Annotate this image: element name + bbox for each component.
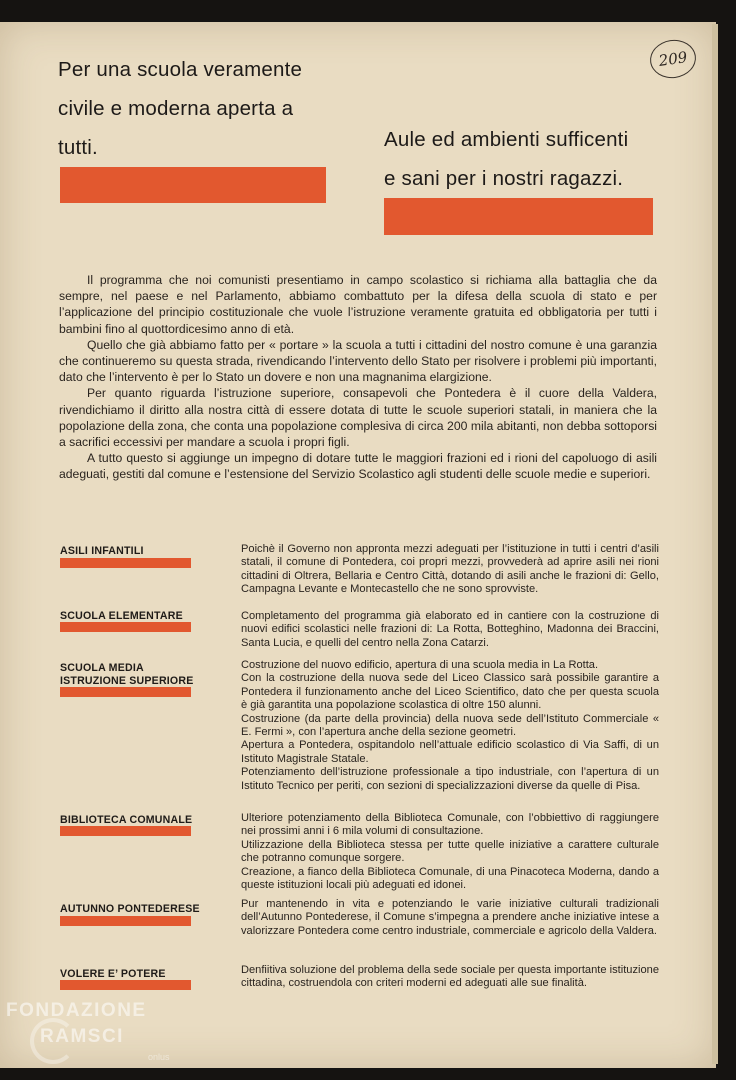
section-paragraph: Utilizzazione della Biblioteca stessa per tutte quelle iniziative a carattere culturale che potranno comunque sorgere. <box>241 838 659 865</box>
section-title-line: AUTUNNO PONTEDERESE <box>60 903 200 915</box>
section-accent-bar <box>60 826 191 836</box>
intro-paragraph: Quello che già abbiamo fatto per « portare » la scuola a tutti i cittadini del nostro comune è una garanzia che continueremo su questa strada, rivendicando l’intervento dello Stato per risolvere i problemi più importanti, dato che l’intervento è per lo Stato un dovere e non una magnanima elargizione. <box>59 337 657 385</box>
fondazione-gramsci-watermark <box>6 1000 206 1070</box>
section-accent-bar <box>60 687 191 697</box>
heading-left-line: Per una scuola veramente <box>58 58 303 81</box>
section-title-line: ISTRUZIONE SUPERIORE <box>60 675 194 687</box>
section-paragraph: Denfiitiva soluzione del problema della sede sociale per questa importante istituzione cittadina, costruendola con criteri moderni ed adeguati alle sue finalità. <box>241 964 659 990</box>
section-text-volere <box>241 964 659 991</box>
section-title-line: ASILI INFANTILI <box>60 545 144 557</box>
section-paragraph: Completamento del programma già elaborato ed in cantiere con la costruzione di nuovi edifici scolastici nelle frazioni di: La Rotta, Botteghino, Madonna dei Braccini, Santa Lucia, e quelli del centro nella Zona Catarzi. <box>241 610 659 649</box>
heading-left-line: civile e moderna aperta a <box>58 97 294 120</box>
section-title-line: SCUOLA ELEMENTARE <box>60 610 183 622</box>
section-text-elementare <box>241 610 659 650</box>
section-accent-bar <box>60 916 191 926</box>
section-title-autunno <box>60 903 200 916</box>
heading-right-line: Aule ed ambienti sufficenti <box>384 128 629 151</box>
heading-left <box>58 50 348 167</box>
heading-left-accent-bar <box>60 167 326 203</box>
watermark-onlus: onlus <box>148 1052 170 1062</box>
intro-paragraph: Il programma che noi comunisti presentiamo in campo scolastico si richiama alla battaglia che da sempre, nel paese e nel Parlamento, abbiamo combattuto per la difesa della scuola di stato e per l’applicazione del principio costituzionale che vuole l’istruzione veramente gratuita ed obbligatoria per tutti i bambini fino al quottordicesimo anno di età. <box>59 273 657 336</box>
section-paragraph: Con la costruzione della nuova sede del Liceo Classico sarà possibile garantire a Pontedera il funzionamento anche del Liceo Scientifico, dato che per questa scuola è già garantita una popolazione scolastica di oltre 150 alunni. <box>241 672 659 712</box>
section-text-asili <box>241 543 659 597</box>
section-paragraph: Potenziamento dell’istruzione professionale a tipo industriale, con l’apertura di un Istituto Tecnico per periti, con sezioni di specializzazioni diverse da quelle di Pisa. <box>241 766 659 792</box>
watermark-line1: FONDAZIONE <box>6 1000 147 1021</box>
section-title-media <box>60 662 194 688</box>
watermark-line2: RAMSCI <box>40 1026 124 1047</box>
section-text-autunno <box>241 898 659 938</box>
section-text-media <box>241 659 659 793</box>
section-accent-bar <box>60 558 191 568</box>
section-paragraph: Ulteriore potenziamento della Biblioteca Comunale, con l’obbiettivo di raggiungere nei prossimi anni i 6 mila volumi di consultazione. <box>241 812 659 838</box>
section-accent-bar <box>60 622 191 632</box>
section-paragraph: Costruzione del nuovo edificio, apertura di una scuola media in La Rotta. <box>241 659 599 671</box>
heading-right-accent-bar <box>384 198 653 235</box>
heading-right <box>384 120 684 198</box>
page-number-stamp: 209 <box>648 37 699 81</box>
section-title-line: VOLERE E’ POTERE <box>60 968 166 980</box>
intro-paragraph: A tutto questo si aggiunge un impegno di dotare tutte le maggiori frazioni ed i rioni del capoluogo di asili adeguati, gestiti dal comune e l’estensione del Servizio Scolastico agli studenti delle scuole medie e superiori. <box>59 451 657 482</box>
section-title-line: SCUOLA MEDIA <box>60 662 144 674</box>
section-title-asili <box>60 545 144 558</box>
page-edge <box>712 24 718 1064</box>
section-paragraph: Apertura a Pontedera, ospitandolo nell’attuale edificio scolastico di Via Saffi, di un Istituto Magistrale Statale. <box>241 739 659 765</box>
section-title-line: BIBLIOTECA COMUNALE <box>60 814 193 826</box>
section-text-biblioteca <box>241 812 659 892</box>
heading-right-line: e sani per i nostri ragazzi. <box>384 167 624 190</box>
section-accent-bar <box>60 980 191 990</box>
heading-left-line: tutti. <box>58 136 98 159</box>
section-paragraph: Pur mantenendo in vita e potenziando le varie iniziative culturali tradizionali dell’Autunno Pontederese, il Comune s’impegna a prendere anche iniziative intese a valorizzare Pontedera come centro industriale, commerciale e agricolo della Valdera. <box>241 898 659 937</box>
intro-paragraph: Per quanto riguarda l’istruzione superiore, consapevoli che Pontedera è il cuore della Valdera, rivendichiamo il diritto alla nostra città di essere dotata di tutte le scuole superiori statali, in maniera che la popolazione della zona, che conta una popolazione complesiva di circa 200 mila abitanti, non debba sottoporsi a sacrifici eccessivi per mandare a scuola i propri figli. <box>59 386 657 450</box>
intro-text <box>59 272 657 483</box>
section-paragraph: Costruzione (da parte della provincia) della nuova sede dell’Istituto Commerciale « E. Fermi », con l’apertura anche della sezione geometri. <box>241 712 659 739</box>
section-paragraph: Poichè il Governo non appronta mezzi adeguati per l’istituzione in tutti i centri d’asili statali, il comune di Pontedera, coi propri mezzi, provvederà ad aprire asili nei rioni cittadini di Oltrera, Bellaria e Centro Città, dotando di asili anche le frazioni di: Gello, Campagna Levante e Montecastello che ne sono sprovviste. <box>241 543 659 596</box>
section-paragraph: Creazione, a fianco della Biblioteca Comunale, di una Pinacoteca Moderna, dando a queste istituzioni locali più adeguati ed idonei. <box>241 865 659 892</box>
